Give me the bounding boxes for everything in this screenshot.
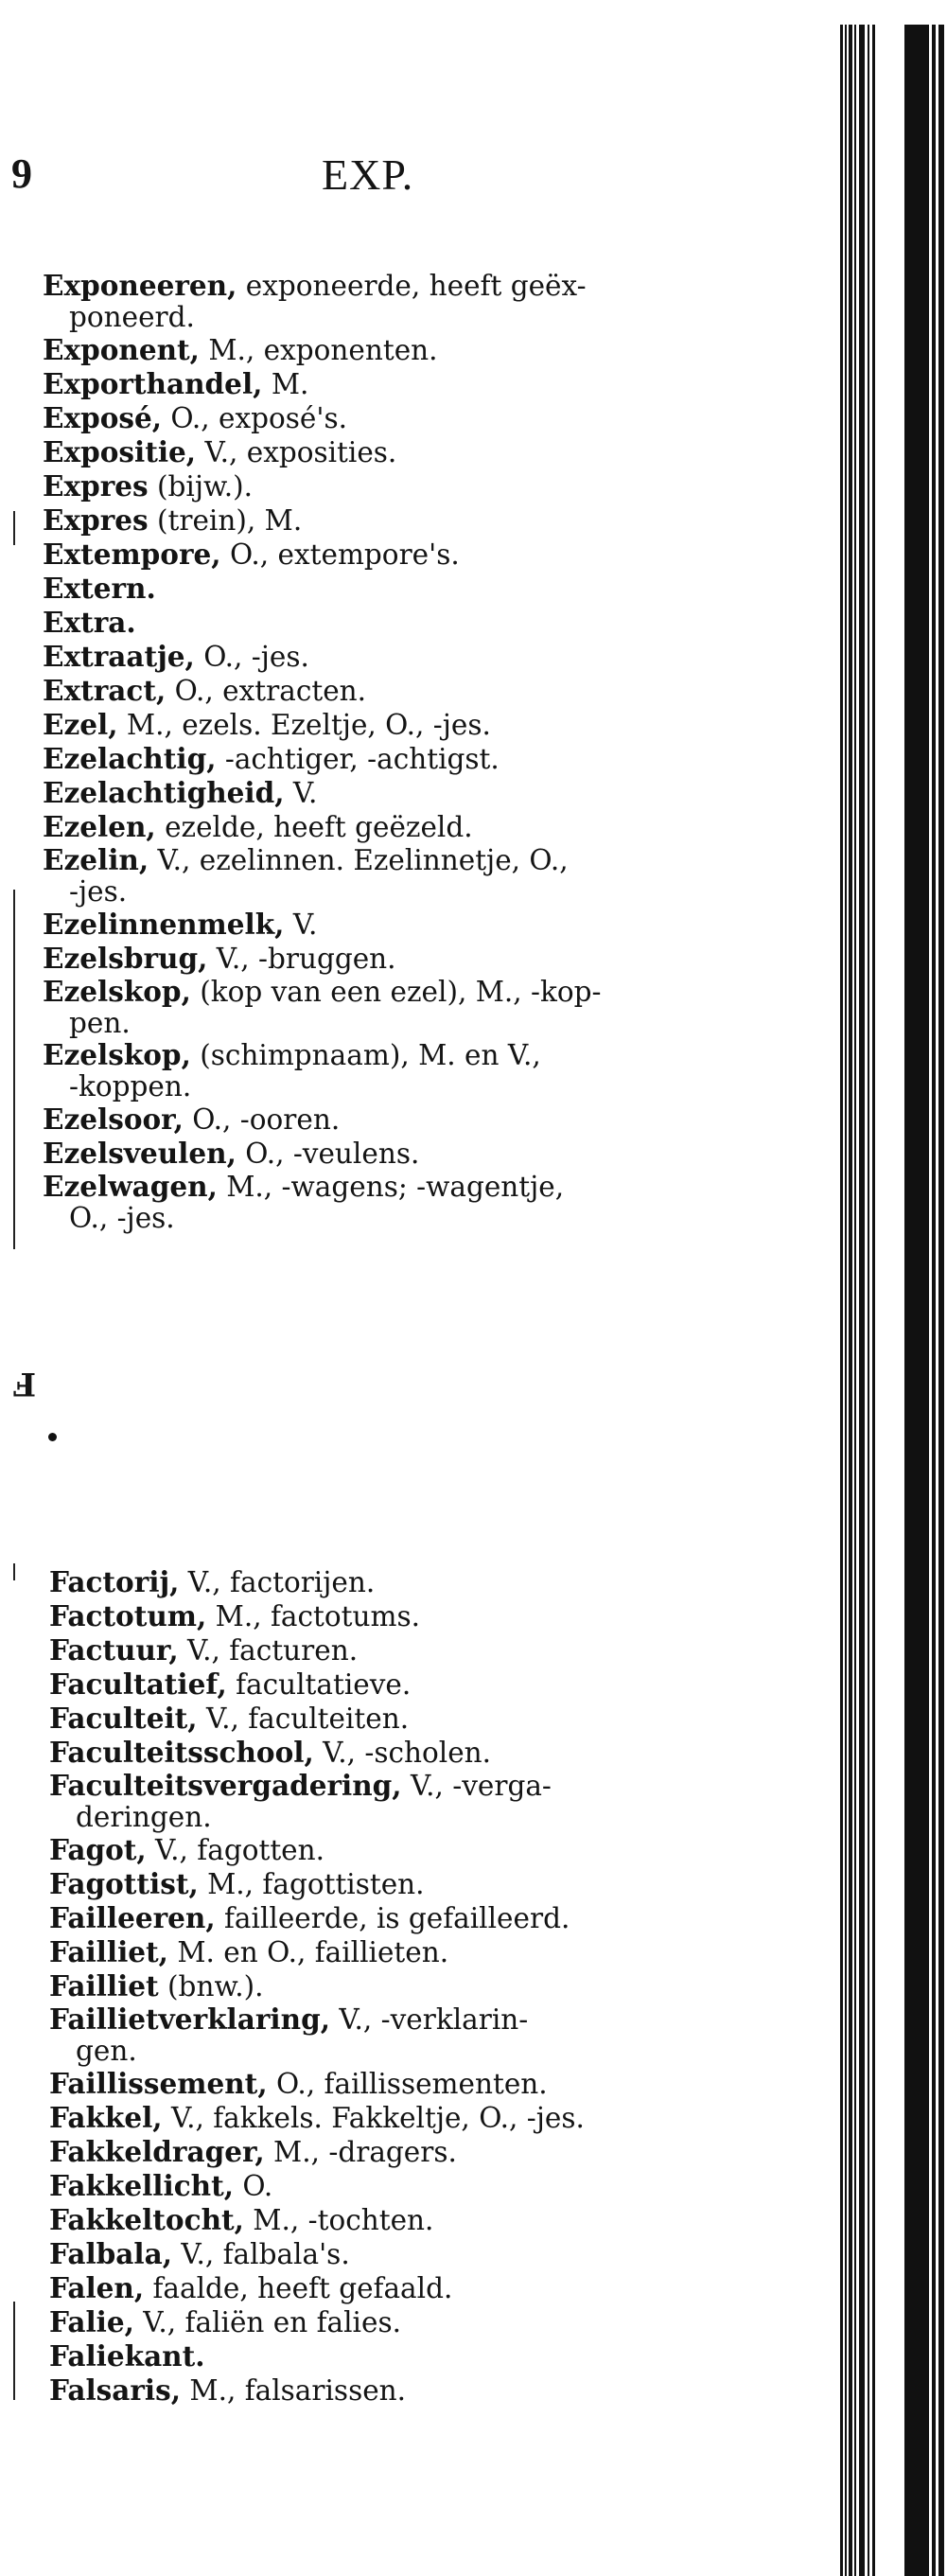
- entry-definition: M., factotums.: [206, 1600, 420, 1632]
- entry-headword: Fagot,: [49, 1833, 147, 1866]
- entry-headword: Exporthandel,: [43, 367, 263, 400]
- entry-headword: Ezelsbrug,: [43, 942, 208, 975]
- entry-definition: V., facturen.: [178, 1634, 359, 1667]
- margin-rule: [13, 890, 15, 1249]
- dictionary-entry: [43, 1171, 875, 1234]
- entry-headword: Expositie,: [43, 435, 197, 468]
- dictionary-entry: [49, 1599, 882, 1633]
- entry-definition: V., -verklarin- gen.: [76, 2003, 529, 2067]
- entry-headword: Ezelin,: [43, 843, 149, 876]
- entry-definition: M., -dragers.: [264, 2136, 457, 2168]
- entry-headword: Extempore,: [43, 538, 221, 571]
- dictionary-entry: [43, 270, 875, 333]
- dictionary-entry: [49, 2067, 882, 2101]
- entry-definition: (schimpnaam), M. en V., -koppen.: [69, 1039, 541, 1103]
- dictionary-entry: [49, 2237, 882, 2271]
- entry-definition: V., faliën en falies.: [133, 2306, 401, 2338]
- dictionary-entry: [49, 1565, 882, 1599]
- entry-definition: (trein), M.: [148, 504, 303, 537]
- running-head: EXP.: [322, 150, 414, 199]
- entry-headword: Falie,: [49, 2305, 134, 2338]
- entry-headword: Fakkel,: [49, 2101, 163, 2134]
- dictionary-entry: [49, 1901, 882, 1935]
- entry-headword: Fagottist,: [49, 1867, 199, 1900]
- entry-headword: Falbala,: [49, 2237, 172, 2270]
- entry-headword: Faculteitsvergadering,: [49, 1769, 402, 1802]
- entry-definition: facultatieve.: [226, 1668, 412, 1701]
- entry-definition: exponeerde, heeft geëx- poneerd.: [69, 270, 587, 333]
- entry-headword: Factorij,: [49, 1565, 180, 1598]
- dictionary-entry: [49, 2305, 882, 2339]
- entry-headword: Fakkeldrager,: [49, 2135, 265, 2168]
- entry-definition: V., -scholen.: [313, 1737, 492, 1769]
- entry-headword: Ezelsveulen,: [43, 1137, 237, 1170]
- entry-headword: Exponeeren,: [43, 269, 237, 302]
- entry-headword: Faliekant.: [49, 2339, 205, 2373]
- dictionary-entry: [43, 606, 875, 640]
- entry-headword: Ezelachtigheid,: [43, 776, 285, 809]
- entry-definition: ezelde, heeft geëzeld.: [155, 811, 473, 843]
- entry-headword: Failliet: [49, 1969, 159, 2003]
- dictionary-entry: [49, 2271, 882, 2305]
- dictionary-entry: [49, 2339, 882, 2373]
- entry-definition: M., -tochten.: [243, 2204, 434, 2236]
- dictionary-entry: [43, 538, 875, 572]
- entry-headword: Exponent,: [43, 333, 200, 366]
- dictionary-entry: [43, 572, 875, 606]
- entry-headword: Faillietverklaring,: [49, 2003, 330, 2036]
- entry-headword: Faillissement,: [49, 2067, 268, 2100]
- dictionary-entry: [43, 674, 875, 708]
- entry-definition: M., falsarissen.: [181, 2374, 407, 2407]
- section-letter-f-mark: F: [13, 1365, 37, 1403]
- entry-headword: Extra.: [43, 606, 136, 639]
- entry-definition: V.: [284, 909, 318, 941]
- dictionary-entry: [49, 2169, 882, 2203]
- dictionary-entry: [43, 1137, 875, 1171]
- entry-definition: faalde, heeft gefaald.: [144, 2272, 453, 2304]
- entry-headword: Ezelskop,: [43, 1038, 191, 1071]
- entry-headword: Factuur,: [49, 1633, 179, 1667]
- dictionary-entry: [43, 942, 875, 976]
- binding-gutter: [836, 25, 947, 2576]
- dictionary-entry: [49, 1969, 882, 2003]
- entry-headword: Factotum,: [49, 1599, 207, 1632]
- entry-headword: Ezelsoor,: [43, 1103, 184, 1136]
- section-f: [49, 1565, 882, 2408]
- dictionary-entry: [49, 1633, 882, 1667]
- entry-definition: (bijw.).: [148, 470, 253, 503]
- dictionary-entry: [43, 810, 875, 844]
- entry-definition: V., faculteiten.: [197, 1703, 410, 1735]
- dictionary-entry: [49, 1702, 882, 1736]
- dictionary-entry: [43, 640, 875, 674]
- entry-definition: V., factorijen.: [179, 1566, 376, 1598]
- entry-headword: Failleeren,: [49, 1901, 216, 1934]
- entry-definition: M., exponenten.: [199, 334, 438, 366]
- dictionary-entry: [43, 401, 875, 435]
- dictionary-entry: [43, 1103, 875, 1137]
- dictionary-entry: [49, 1867, 882, 1901]
- entry-definition: M., ezels. Ezeltje, O., -jes.: [117, 709, 491, 741]
- entry-headword: Falen,: [49, 2271, 145, 2304]
- dictionary-entry: [49, 2373, 882, 2408]
- entry-headword: Failliet,: [49, 1935, 168, 1968]
- margin-rule: [13, 1563, 15, 1580]
- entry-definition: M., -wagens; -wagentje, O., -jes.: [69, 1171, 565, 1234]
- dictionary-entry: [43, 1039, 875, 1103]
- entry-definition: O.: [234, 2170, 273, 2202]
- entry-headword: Ezelinnenmelk,: [43, 908, 285, 941]
- entry-definition: V., exposities.: [196, 436, 397, 468]
- dictionary-entry: [43, 503, 875, 538]
- entry-headword: Fakkellicht,: [49, 2169, 235, 2202]
- entry-headword: Facultatief,: [49, 1667, 227, 1701]
- entry-definition: V., fakkels. Fakkeltje, O., -jes.: [162, 2102, 585, 2134]
- dictionary-entry: [43, 333, 875, 367]
- entry-headword: Expres: [43, 503, 149, 537]
- entry-definition: V., ezelinnen. Ezelinnetje, O., -jes.: [69, 844, 569, 908]
- entry-definition: (bnw.).: [158, 1970, 264, 2003]
- entry-definition: O., exposé's.: [162, 402, 347, 434]
- dictionary-entry: [43, 908, 875, 942]
- entry-definition: -achtiger, -achtigst.: [216, 743, 500, 775]
- entry-definition: failleerde, is gefailleerd.: [215, 1902, 570, 1934]
- margin-rule: [13, 511, 15, 545]
- margin-rule: [13, 2302, 15, 2400]
- entry-headword: Falsaris,: [49, 2373, 182, 2407]
- dictionary-entry: [49, 1667, 882, 1702]
- dictionary-entry: [43, 976, 875, 1039]
- dictionary-entry: [43, 844, 875, 908]
- dictionary-entry: [49, 1833, 882, 1867]
- entry-headword: Expres: [43, 469, 149, 503]
- entry-headword: Extraatje,: [43, 640, 195, 673]
- dictionary-entry: [49, 2135, 882, 2169]
- dictionary-entry: [43, 435, 875, 469]
- entry-headword: Faculteit,: [49, 1702, 198, 1735]
- entry-definition: (kop van een ezel), M., -kop- pen.: [69, 976, 602, 1039]
- section-dot: [48, 1433, 57, 1441]
- dictionary-entry: [49, 2203, 882, 2237]
- page-number: 9: [11, 150, 32, 197]
- entry-headword: Ezelachtig,: [43, 742, 217, 775]
- dictionary-entry: [43, 742, 875, 776]
- dictionary-entry: [43, 367, 875, 401]
- entry-headword: Faculteitsschool,: [49, 1736, 314, 1769]
- dictionary-entry: [49, 2101, 882, 2135]
- entry-headword: Ezel,: [43, 708, 118, 741]
- entry-headword: Ezelskop,: [43, 975, 191, 1008]
- entry-definition: M. en O., faillieten.: [167, 1936, 449, 1968]
- dictionary-entry: [43, 708, 875, 742]
- entry-definition: V., fagotten.: [146, 1834, 325, 1866]
- entry-definition: O., extracten.: [166, 675, 367, 707]
- entry-headword: Extract,: [43, 674, 167, 707]
- entry-definition: O., -ooren.: [183, 1103, 341, 1136]
- dictionary-entry: [49, 1770, 882, 1833]
- entry-headword: Fakkeltocht,: [49, 2203, 244, 2236]
- dictionary-entry: [49, 2003, 882, 2067]
- entry-definition: V., -verga- deringen.: [76, 1770, 552, 1833]
- entry-definition: O., faillissementen.: [267, 2068, 548, 2100]
- entry-definition: M., fagottisten.: [198, 1868, 425, 1900]
- entry-definition: O., -jes.: [194, 641, 309, 673]
- entry-headword: Ezelen,: [43, 810, 156, 843]
- entry-headword: Exposé,: [43, 401, 163, 434]
- entry-definition: V.: [284, 777, 318, 809]
- dictionary-entry: [49, 1935, 882, 1969]
- entry-definition: M.: [262, 368, 309, 400]
- entry-definition: O., extempore's.: [220, 538, 460, 571]
- entry-headword: Extern.: [43, 572, 156, 605]
- entry-definition: V., -bruggen.: [207, 943, 396, 975]
- entry-definition: O., -veulens.: [236, 1138, 420, 1170]
- dictionary-entry: [49, 1736, 882, 1770]
- entry-definition: V., falbala's.: [171, 2238, 350, 2270]
- dictionary-entry: [43, 469, 875, 503]
- entry-headword: Ezelwagen,: [43, 1170, 218, 1203]
- section-e: [43, 270, 875, 1234]
- dictionary-entry: [43, 776, 875, 810]
